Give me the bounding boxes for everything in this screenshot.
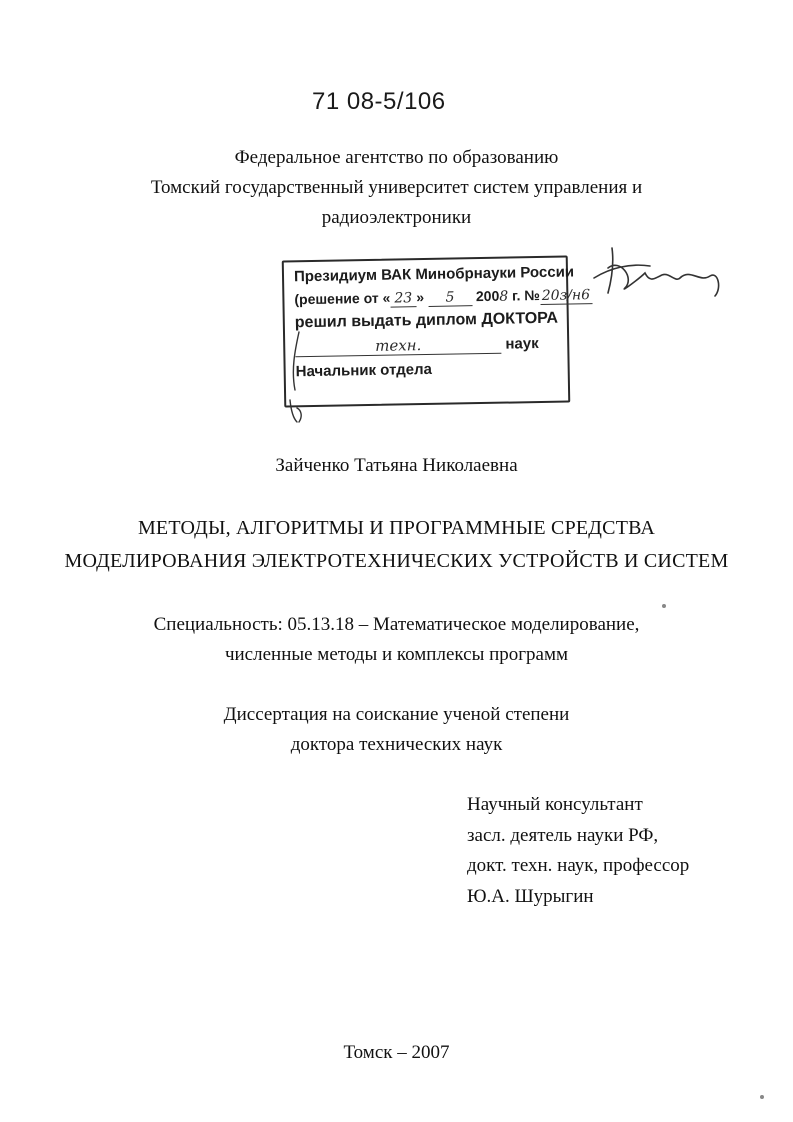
specialty-line-2: численные методы и комплексы программ [224, 644, 569, 665]
organization-line-3: радиоэлектроники [321, 207, 472, 228]
handwritten-mark [285, 330, 315, 425]
scan-speck [760, 1095, 764, 1099]
advisor-line-1: Научный консультант [467, 794, 643, 815]
city-year: Томск – 2007 [343, 1042, 450, 1063]
stamp-year-digit: 8 [499, 288, 509, 305]
stamp-day: 23 [390, 290, 416, 307]
scientific-advisor-block [467, 790, 689, 912]
stamp-year-prefix: 200 [475, 287, 500, 305]
stamp-number-label: г. № [511, 287, 541, 304]
handwritten-signature [590, 238, 730, 308]
title-line-2: МОДЕЛИРОВАНИЯ ЭЛЕКТРОТЕХНИЧЕСКИХ УСТРОЙСТВ И СИСТЕМ [64, 550, 729, 572]
stamp-number: 20з/н6 [541, 287, 591, 304]
author-name: Зайченко Татьяна Николаевна [275, 455, 518, 476]
degree-line-1: Диссертация на соискание ученой степени [223, 704, 570, 725]
specialty-line-1: Специальность: 05.13.18 – Математическое моделирование, [153, 614, 640, 635]
organization-line-1: Федеральное агентство по образованию [234, 147, 559, 168]
document-code: 71 08-5/106 [312, 88, 446, 115]
scan-speck [662, 604, 666, 608]
degree-line-2: доктора технических наук [290, 734, 503, 755]
advisor-line-2: засл. деятель науки РФ, [467, 824, 659, 846]
specialty-block [0, 610, 793, 670]
stamp-line-1: Президиум ВАК Минобрнауки России [293, 263, 575, 286]
vak-stamp [282, 256, 591, 408]
organization-block [0, 143, 793, 233]
advisor-line-4: Ю.А. Шурыгин [467, 885, 594, 907]
stamp-line-3: решил выдать диплом ДОКТОРА [294, 309, 559, 332]
stamp-month: 5 [428, 289, 472, 307]
advisor-line-3: докт. техн. наук, профессор [467, 855, 690, 876]
stamp-field-line [295, 334, 557, 358]
stamp-mid: » [416, 289, 425, 306]
dissertation-title [0, 512, 793, 578]
stamp-decision-line [294, 286, 592, 309]
dissertation-degree-block [0, 700, 793, 760]
stamp-field-value: техн. [295, 335, 501, 358]
organization-line-2: Томский государственный университет систем управления и [150, 177, 643, 198]
stamp-decision-prefix: (решение от « [294, 289, 391, 308]
title-line-1: МЕТОДЫ, АЛГОРИТМЫ И ПРОГРАММНЫЕ СРЕДСТВА [137, 517, 656, 539]
stamp-line-5: Начальник отдела [295, 360, 433, 381]
stamp-field-suffix: наук [505, 335, 539, 353]
